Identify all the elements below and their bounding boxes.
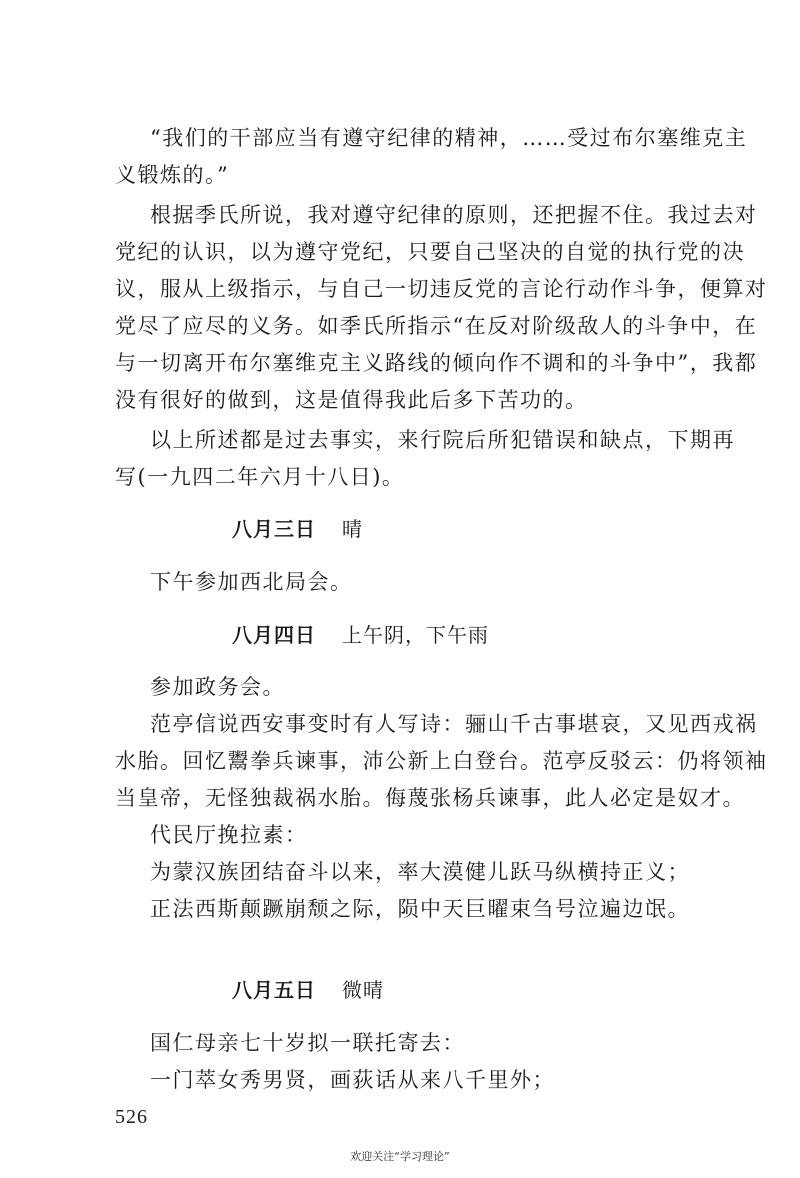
entry-line: 范亭信说西安事变时有人写诗：骊山千古事堪哀，又见西戎祸 (150, 712, 758, 736)
paragraph-2-line-1: 根据季氏所说，我对遵守纪律的原则，还把握不住。我过去对 (150, 203, 758, 227)
entry-line: 正法西斯颠蹶崩颓之际，陨中天巨曜束刍号泣遍边氓。 (150, 897, 690, 921)
entry-line: 代民厅挽拉素： (150, 823, 308, 847)
paragraph-3-line-1: 以上所述都是过去事实，来行院后所犯错误和缺点，下期再 (150, 428, 735, 452)
paragraph-2-line-3: 议，服从上级指示，与自己一切违反党的言论行动作斗争，便算对 (115, 277, 768, 301)
entry-line: 国仁母亲七十岁拟一联托寄去： (150, 1031, 465, 1055)
page-number: 526 (115, 1106, 148, 1128)
entry-heading (232, 620, 489, 650)
entry-line: 参加政务会。 (150, 675, 285, 699)
paragraph-3-line-2: 写(一九四二年六月十八日)。 (115, 465, 405, 489)
paragraph-2-line-6: 没有很好的做到，这是值得我此后多下苦功的。 (115, 388, 588, 412)
entry-line: 为蒙汉族团结奋斗以来，率大漠健儿跃马纵横持正义； (150, 860, 690, 884)
paragraph-2-line-5: 与一切离开布尔塞维克主义路线的倾向作不调和的斗争中”，我都 (115, 351, 758, 375)
paragraph-1-line-2: 义锻炼的。” (115, 163, 230, 187)
entry-weather: 微晴 (342, 978, 384, 1002)
entry-date: 八月五日 (232, 978, 316, 1002)
entry-heading (232, 975, 384, 1005)
entry-date: 八月三日 (232, 517, 316, 541)
footer-note: 欢迎关注“学习理论” (350, 1150, 450, 1163)
entry-line: 一门萃女秀男贤，画荻话从来八千里外； (150, 1068, 555, 1092)
paragraph-2-line-4: 党尽了应尽的义务。如季氏所指示“在反对阶级敌人的斗争中，在 (115, 314, 758, 338)
entry-weather: 上午阴，下午雨 (342, 623, 489, 647)
entry-line: 当皇帝，无怪独裁祸水胎。侮蔑张杨兵谏事，此人必定是奴才。 (115, 786, 745, 810)
entry-line: 下午参加西北局会。 (150, 570, 353, 594)
entry-heading (232, 514, 363, 544)
entry-line: 水胎。回忆鬻拳兵谏事，沛公新上白登台。范亭反驳云：仍将领袖 (115, 749, 768, 773)
paragraph-1-line-1: “我们的干部应当有遵守纪律的精神，……受过布尔塞维克主 (150, 126, 748, 150)
entry-weather: 晴 (342, 517, 363, 541)
entry-date: 八月四日 (232, 623, 316, 647)
paragraph-2-line-2: 党纪的认识，以为遵守党纪，只要自己坚决的自觉的执行党的决 (115, 240, 745, 264)
